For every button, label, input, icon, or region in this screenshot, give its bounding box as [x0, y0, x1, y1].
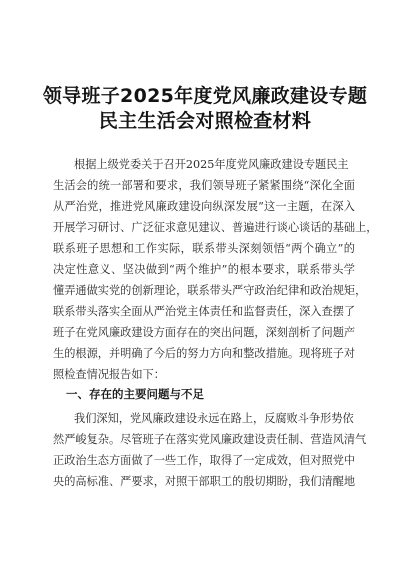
intro-paragraph-line: 从严治党，推进党风廉政建设向纵深发展”这一主题，在深入	[53, 200, 355, 213]
intro-paragraph-line: 联系带头落实全面从严治党主体责任和监督责任，深入查摆了	[53, 305, 356, 318]
intro-paragraph-line: 联系班子思想和工作实际，联系带头深刻领悟“两个确立”的	[53, 242, 355, 255]
section-paragraph-line: 央的高标准、严要求，对照干部职工的殷切期盼，我们清醒地	[53, 475, 356, 488]
intro-paragraph-line: 生活会的统一部署和要求，我们领导班子紧紧围绕“深化全面	[53, 179, 355, 192]
intro-paragraph-line: 班子在党风廉政建设方面存在的突出问题，深刻剖析了问题产	[53, 326, 356, 339]
intro-paragraph-line: 照检查情况报告如下：	[53, 368, 165, 381]
intro-paragraph-line: 懂弄通做实党的创新理论，联系带头严守政治纪律和政治规矩，	[53, 284, 367, 297]
document-title-line-2: 民主生活会对照检查材料	[98, 110, 312, 132]
intro-paragraph-line: 开展学习研讨、广泛征求意见建议、普遍进行谈心谈话的基础上，	[53, 221, 378, 234]
intro-paragraph-line: 生的根源，并明确了今后的努力方向和整改措施。现将班子对	[53, 347, 356, 360]
section-paragraph-line: 正政治生态方面做了一些工作，取得了一定成效，但对照党中	[53, 454, 356, 467]
document-title-line-1: 领导班子2025年度党风廉政建设专题	[42, 85, 368, 107]
intro-paragraph-line: 决定性意义、坚决做到“两个维护”的根本要求，联系带头学	[53, 263, 355, 276]
intro-paragraph-line: 根据上级党委关于召开2025年度党风廉政建设专题民主	[74, 158, 349, 171]
section-heading: 一、存在的主要问题与不足	[66, 387, 204, 401]
section-paragraph-line: 我们深知，党风廉政建设永远在路上，反腐败斗争形势依	[74, 412, 354, 425]
section-paragraph-line: 然严峻复杂。尽管班子在落实党风廉政建设责任制、营造风清气	[53, 433, 367, 446]
